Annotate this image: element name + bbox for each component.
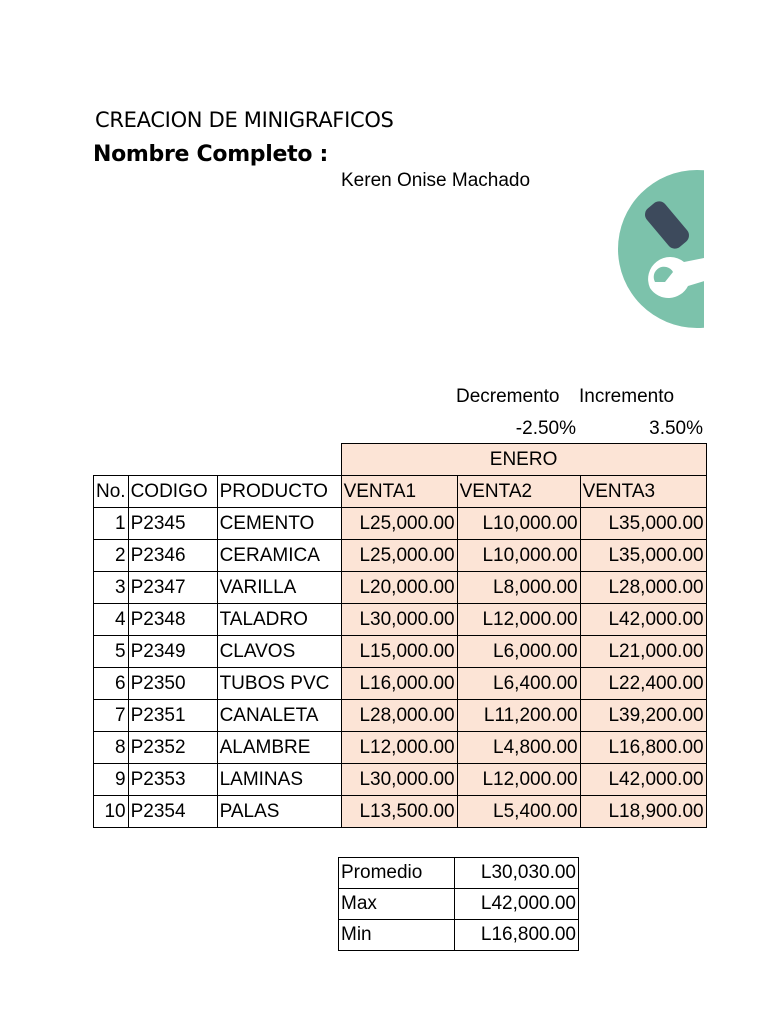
sales-table [93,443,707,828]
cell-venta1: L12,000.00 [341,732,457,764]
stat-label: Min [339,920,455,951]
table-row [94,700,707,732]
table-row [94,796,707,828]
column-header: No. [94,476,129,508]
decrement-value: -2.50% [515,418,576,439]
stat-label: Max [339,889,455,920]
cell-venta1: L15,000.00 [341,636,457,668]
stats-table [338,857,579,951]
table-row [94,732,707,764]
cell-venta3: L39,200.00 [580,700,706,732]
stats-row [339,889,579,920]
cell-venta2: L6,400.00 [457,668,580,700]
cell-no: 1 [94,508,129,540]
cell-venta2: L11,200.00 [457,700,580,732]
cell-venta1: L30,000.00 [341,764,457,796]
table-row [94,604,707,636]
cell-codigo: P2350 [128,668,217,700]
cell-producto: VARILLA [217,572,341,604]
cell-venta2: L10,000.00 [457,540,580,572]
cell-no: 5 [94,636,129,668]
cell-venta3: L35,000.00 [580,508,706,540]
stats-row [339,858,579,889]
table-row [94,572,707,604]
cell-codigo: P2351 [128,700,217,732]
stats-row [339,920,579,951]
cell-venta3: L21,000.00 [580,636,706,668]
decrement-label: Decremento [456,386,560,407]
increment-value: 3.50% [649,418,703,439]
cell-venta3: L18,900.00 [580,796,706,828]
page-title: CREACION DE MINIGRAFICOS [95,108,394,132]
tools-icon [617,170,704,330]
column-header: PRODUCTO [217,476,341,508]
stat-value: L30,030.00 [455,858,579,889]
cell-no: 4 [94,604,129,636]
cell-codigo: P2353 [128,764,217,796]
table-row [94,540,707,572]
cell-producto: TALADRO [217,604,341,636]
cell-producto: CERAMICA [217,540,341,572]
cell-producto: CLAVOS [217,636,341,668]
cell-codigo: P2346 [128,540,217,572]
cell-venta1: L30,000.00 [341,604,457,636]
stat-value: L16,800.00 [455,920,579,951]
cell-codigo: P2352 [128,732,217,764]
cell-no: 7 [94,700,129,732]
cell-codigo: P2354 [128,796,217,828]
cell-producto: ALAMBRE [217,732,341,764]
cell-no: 8 [94,732,129,764]
table-row [94,668,707,700]
cell-venta1: L13,500.00 [341,796,457,828]
cell-producto: CEMENTO [217,508,341,540]
cell-venta3: L22,400.00 [580,668,706,700]
cell-venta3: L42,000.00 [580,764,706,796]
cell-producto: TUBOS PVC [217,668,341,700]
month-header-row [94,444,707,476]
cell-venta2: L12,000.00 [457,604,580,636]
cell-venta2: L4,800.00 [457,732,580,764]
cell-venta3: L28,000.00 [580,572,706,604]
cell-codigo: P2345 [128,508,217,540]
cell-no: 2 [94,540,129,572]
name-label: Nombre Completo : [93,142,329,167]
cell-venta2: L5,400.00 [457,796,580,828]
column-header: VENTA2 [457,476,580,508]
cell-venta2: L12,000.00 [457,764,580,796]
cell-producto: LAMINAS [217,764,341,796]
column-header: VENTA3 [580,476,706,508]
cell-no: 3 [94,572,129,604]
cell-venta1: L20,000.00 [341,572,457,604]
cell-venta3: L35,000.00 [580,540,706,572]
cell-producto: PALAS [217,796,341,828]
cell-venta2: L8,000.00 [457,572,580,604]
cell-producto: CANALETA [217,700,341,732]
cell-no: 9 [94,764,129,796]
cell-codigo: P2349 [128,636,217,668]
name-value: Keren Onise Machado [341,170,531,191]
stat-label: Promedio [339,858,455,889]
table-row [94,508,707,540]
column-header-row [94,476,707,508]
cell-no: 6 [94,668,129,700]
cell-codigo: P2348 [128,604,217,636]
cell-venta3: L16,800.00 [580,732,706,764]
cell-venta1: L28,000.00 [341,700,457,732]
cell-no: 10 [94,796,129,828]
table-row [94,764,707,796]
column-header: VENTA1 [341,476,457,508]
cell-venta1: L25,000.00 [341,508,457,540]
month-header: ENERO [341,444,706,476]
cell-venta2: L10,000.00 [457,508,580,540]
stat-value: L42,000.00 [455,889,579,920]
table-row [94,636,707,668]
cell-venta3: L42,000.00 [580,604,706,636]
cell-venta1: L25,000.00 [341,540,457,572]
cell-venta2: L6,000.00 [457,636,580,668]
column-header: CODIGO [128,476,217,508]
increment-label: Incremento [579,386,675,407]
cell-venta1: L16,000.00 [341,668,457,700]
cell-codigo: P2347 [128,572,217,604]
